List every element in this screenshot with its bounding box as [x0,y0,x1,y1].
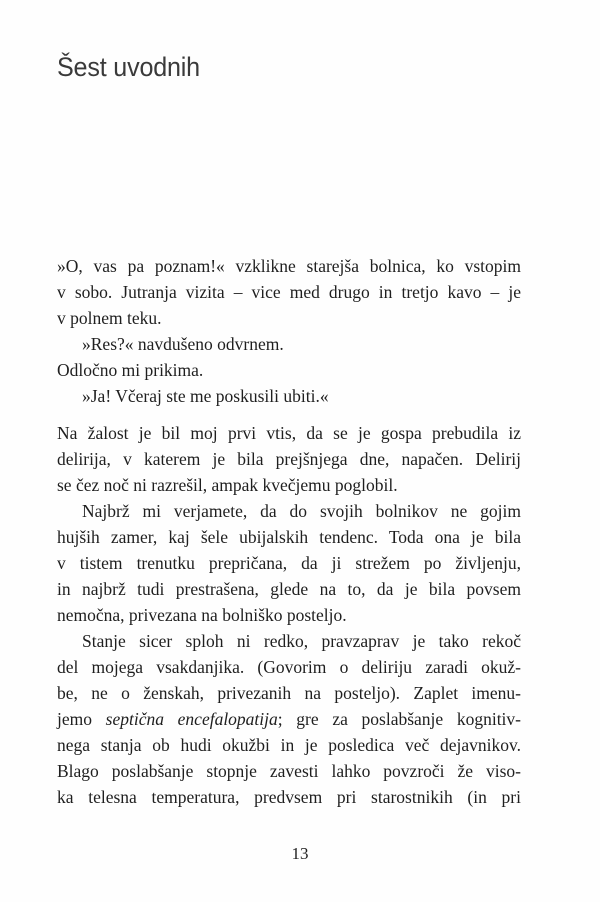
text-line [57,331,521,357]
text-line [57,602,521,628]
text-line [57,758,521,784]
italic-term: septična encefalopatija [105,709,278,729]
text-line [57,357,521,383]
text-line [57,524,521,550]
text-segment: ; gre za poslabšanje kognitiv- [277,709,522,729]
page-number: 13 [291,844,309,863]
text-line [57,279,521,305]
text-line [57,550,521,576]
paragraph [57,498,521,628]
text-segment: Blago poslabšanje stopnje zavesti lahko povzroči že viso- [57,761,521,781]
text-line [57,383,521,409]
chapter-title: Šest uvodnih [57,52,200,82]
text-segment: be, ne o ženskah, privezanih na posteljo). Zaplet imenu- [57,683,521,703]
paragraph [57,628,521,810]
text-line [57,446,521,472]
text-line [57,706,521,732]
paragraph [57,253,521,331]
text-segment: Stanje sicer sploh ni redko, pravzaprav je tako rekoč [82,631,521,651]
text-segment: »O, vas pa poznam!« vzklikne starejša bolnica, ko vstopim [57,256,521,276]
text-segment: v tistem trenutku prepričana, da ji strežem po življenju, [57,553,521,573]
text-line [57,654,521,680]
text-line [57,680,521,706]
paragraph [57,420,521,498]
text-line [57,628,521,654]
text-segment: ka telesna temperatura, predvsem pri starostnikih (in pri [57,787,521,807]
text-line [57,498,521,524]
text-segment: »Res?« navdušeno odvrnem. [82,334,284,354]
text-segment: jemo [57,709,106,729]
body-text [57,253,521,810]
text-line [57,420,521,446]
text-segment: Na žalost je bil moj prvi vtis, da se je gospa prebudila iz [57,423,521,443]
text-segment: v sobo. Jutranja vizita – vice med drugo in tretjo kavo – je [57,282,521,302]
text-line [57,472,521,498]
text-segment: Odločno mi prikima. [57,360,204,380]
text-line [57,253,521,279]
text-segment: delirija, v katerem je bila prejšnjega dne, napačen. Delirij [57,449,521,469]
text-segment: se čez noč ni razrešil, ampak kvečjemu poglobil. [57,475,398,495]
paragraph [57,357,521,383]
text-segment: Najbrž mi verjamete, da do svojih bolnikov ne gojim [82,501,521,521]
text-segment: del mojega vsakdanjika. (Govorim o deliriju zaradi okuž- [57,657,521,677]
paragraph [57,331,521,357]
text-segment: in najbrž tudi prestrašena, glede na to, da je bila povsem [57,579,521,599]
text-line [57,305,521,331]
text-segment: »Ja! Včeraj ste me poskusili ubiti.« [82,386,329,406]
text-line [57,784,521,810]
text-line [57,576,521,602]
text-segment: v polnem teku. [57,308,162,328]
text-segment: nega stanja ob hudi okužbi in je posledica več dejavnikov. [57,735,521,755]
text-segment: nemočna, privezana na bolniško posteljo. [57,605,347,625]
paragraph [57,383,521,409]
text-segment: hujših zamer, kaj šele ubijalskih tendenc. Toda ona je bila [57,527,521,547]
text-line [57,732,521,758]
